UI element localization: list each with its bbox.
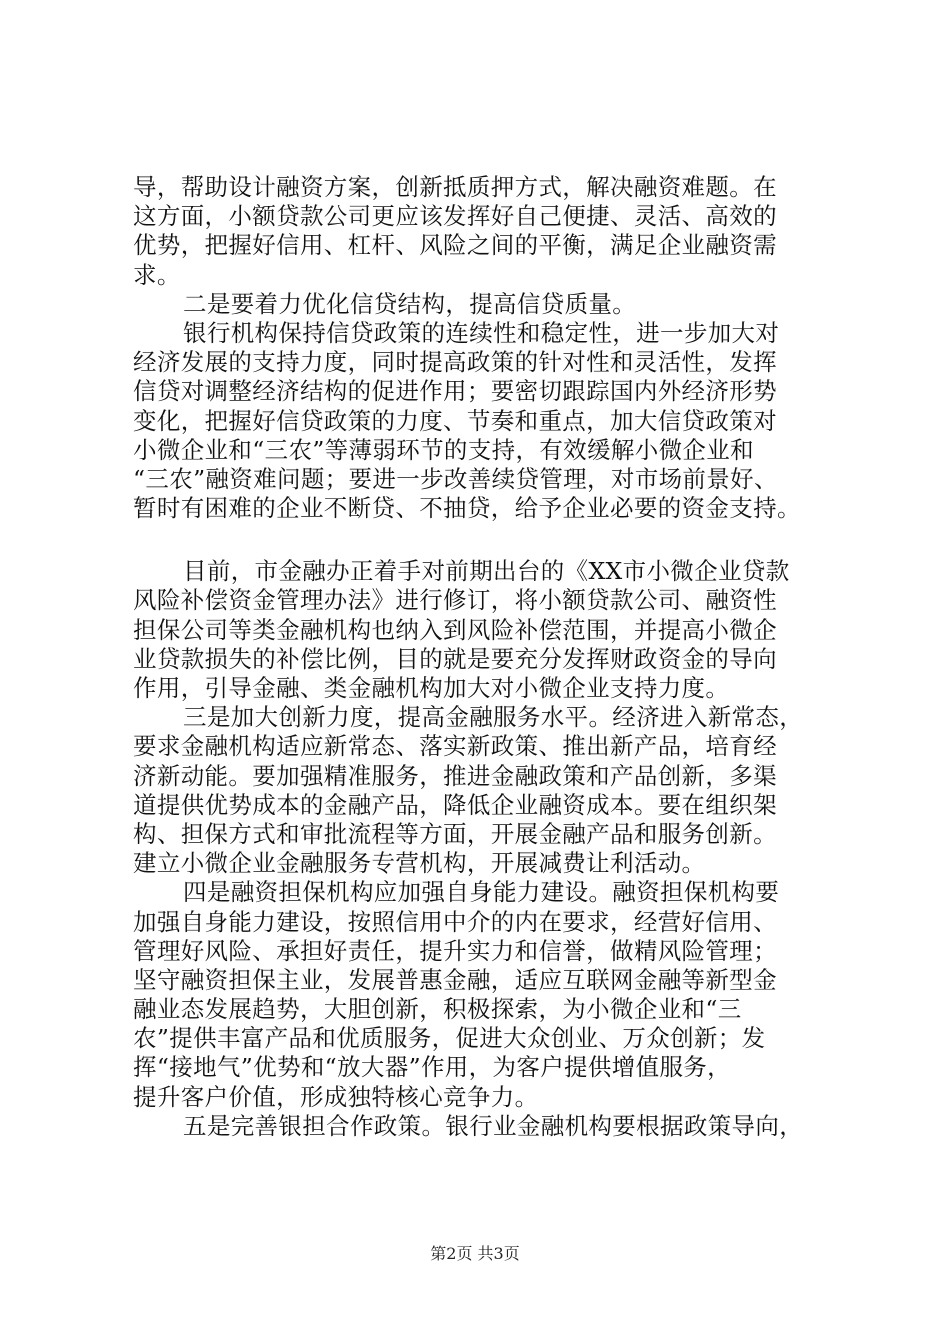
text-line: 坚守融资担保主业，发展普惠金融，适应互联网金融等新型金 [133,965,777,994]
text-line: 导，帮助设计融资方案，创新抵质押方式，解决融资难题。在 [133,173,777,201]
text-line: 求。 [133,260,181,289]
text-line: 构、担保方式和审批流程等方面，开展金融产品和服务创新。 [133,819,777,848]
text-line: “三农”融资难问题；要进一步改善续贷管理，对市场前景好、 [133,464,778,493]
text-line: 优势，把握好信用、杠杆、风险之间的平衡，满足企业融资需 [133,231,777,260]
text-line: 暂时有困难的企业不断贷、不抽贷，给予企业必要的资金支持。 [133,494,801,523]
text-line: 这方面，小额贷款公司更应该发挥好自己便捷、灵活、高效的 [133,202,777,231]
text-line: 变化，把握好信贷政策的力度、节奏和重点，加大信贷政策对 [133,406,777,435]
section-heading-2: 二是要着力优化信贷结构，提高信贷质量。 [183,289,637,318]
text-line: 道提供优势成本的金融产品，降低企业融资成本。要在组织架 [133,790,777,819]
text-line: 小微企业和“三农”等薄弱环节的支持，有效缓解小微企业和 [133,435,754,464]
document-body [133,173,833,1141]
page-number-footer: 第2页 共3页 [430,1244,520,1263]
text-line: 济新动能。要加强精准服务，推进金融政策和产品创新，多渠 [133,761,777,790]
text-line: 作用，引导金融、类金融机构加大对小微企业支持力度。 [133,674,730,702]
text-line: 提升客户价值，形成独特核心竞争力。 [133,1082,539,1111]
text-line: 要求金融机构适应新常态、落实新政策、推出新产品，培育经 [133,732,777,761]
text-line: 经济发展的支持力度，同时提高政策的针对性和灵活性，发挥 [133,348,777,377]
text-line: 目前，市金融办正着手对前期出台的《XX市小微企业贷款 [183,557,790,586]
section-heading-5: 五是完善银担合作政策。银行业金融机构要根据政策导向， [183,1111,804,1140]
section-heading-4: 四是融资担保机构应加强自身能力建设。融资担保机构要 [183,878,780,907]
text-line: 建立小微企业金融服务专营机构，开展减费让利活动。 [133,849,706,878]
text-line: 信贷对调整经济结构的促进作用；要密切跟踪国内外经济形势 [133,377,777,406]
text-line: 融业态发展趋势，大胆创新，积极探索，为小微企业和“三 [133,995,742,1024]
text-line: 挥“接地气”优势和“放大器”作用，为客户提供增值服务， [133,1053,732,1082]
text-line: 管理好风险、承担好责任，提升实力和信誉，做精风险管理； [133,936,777,965]
text-line: 农”提供丰富产品和优质服务，促进大众创业、万众创新；发 [133,1024,766,1053]
paragraph-gap [133,523,833,557]
text-line: 担保公司等类金融机构也纳入到风险补偿范围，并提高小微企 [133,615,777,644]
text-line: 业贷款损失的补偿比例，目的就是要充分发挥财政资金的导向 [133,644,777,673]
text-line: 加强自身能力建设，按照信用中介的内在要求，经营好信用、 [133,907,777,936]
section-heading-3: 三是加大创新力度，提高金融服务水平。经济进入新常态， [183,703,804,732]
text-line: 风险补偿资金管理办法》进行修订，将小额贷款公司、融资性 [133,586,777,615]
text-line: 银行机构保持信贷政策的连续性和稳定性，进一步加大对 [183,318,780,347]
